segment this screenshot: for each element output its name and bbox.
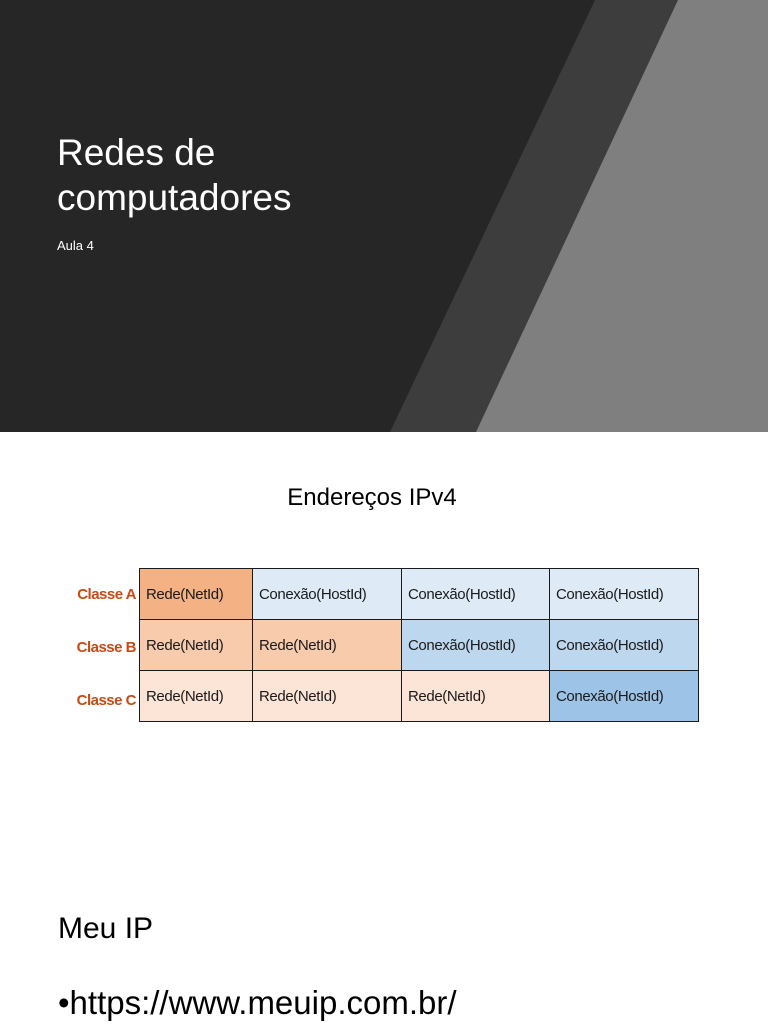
class-c-label: Classe C: [76, 692, 136, 709]
table-cell: Conexão(HostId): [402, 569, 550, 620]
ipv4-classes-slide: [0, 432, 768, 862]
table-cell: Conexão(HostId): [550, 569, 699, 620]
table-cell: Rede(NetId): [140, 671, 253, 722]
slide-subtitle: Aula 4: [57, 238, 94, 253]
table-cell: Rede(NetId): [253, 671, 402, 722]
table-cell: Conexão(HostId): [402, 620, 550, 671]
title-line-1: Redes de: [57, 132, 216, 173]
table-cell: Rede(NetId): [402, 671, 550, 722]
my-ip-slide: [0, 862, 768, 1024]
table-cell: Conexão(HostId): [550, 671, 699, 722]
class-b-label: Classe B: [76, 639, 136, 656]
slide-title: [57, 130, 291, 220]
my-ip-heading: Meu IP: [58, 912, 154, 945]
table-row: [140, 671, 699, 722]
table-row: [140, 620, 699, 671]
title-slide: [0, 0, 768, 432]
class-a-label: Classe A: [77, 586, 136, 603]
table-cell: Rede(NetId): [140, 620, 253, 671]
table-cell: Conexão(HostId): [550, 620, 699, 671]
title-line-2: computadores: [57, 177, 292, 218]
table-cell: Conexão(HostId): [253, 569, 402, 620]
ipv4-class-table: [139, 568, 699, 722]
table-cell: Rede(NetId): [140, 569, 253, 620]
table-cell: Rede(NetId): [253, 620, 402, 671]
table-heading: Endereços IPv4: [287, 484, 457, 511]
table-row: [140, 569, 699, 620]
my-ip-link[interactable]: •https://www.meuip.com.br/: [58, 984, 457, 1021]
